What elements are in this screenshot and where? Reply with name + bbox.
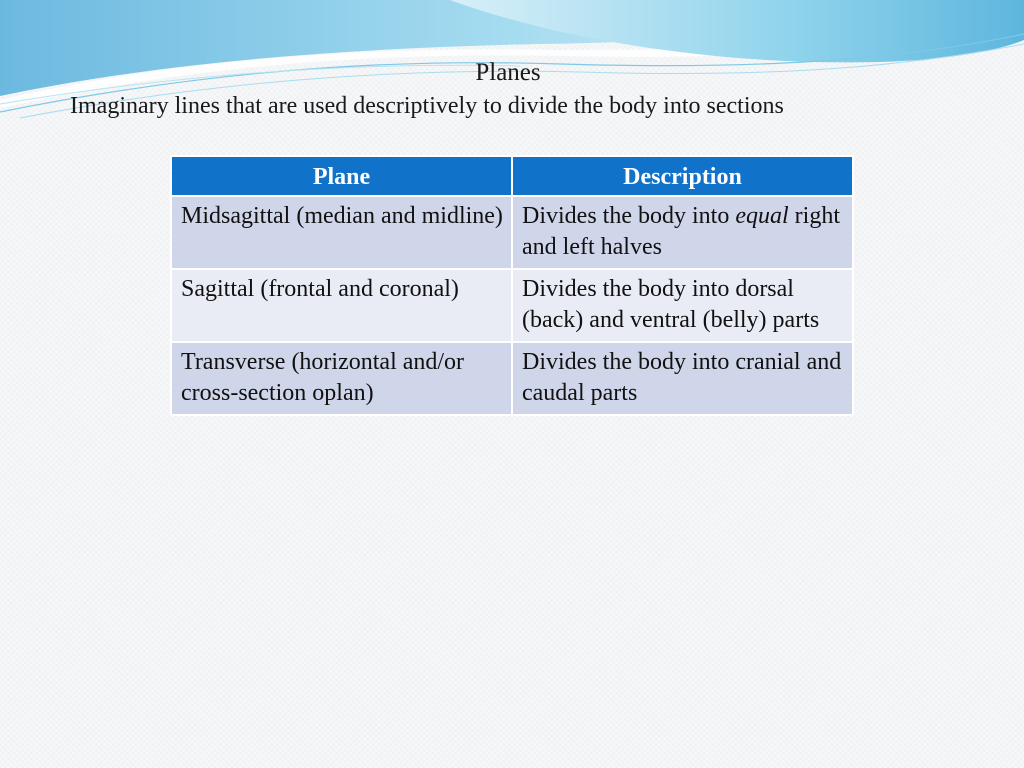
- slide-subtitle: Imaginary lines that are used descriptively to divide the body into sections: [70, 93, 784, 119]
- plane-cell: Transverse (horizontal and/or cross-section oplan): [171, 342, 512, 415]
- table-header-row: [171, 156, 853, 196]
- table-row: [171, 196, 853, 269]
- plane-cell: Sagittal (frontal and coronal): [171, 269, 512, 342]
- table-row: [171, 342, 853, 415]
- description-cell: [512, 342, 853, 415]
- plane-cell: Midsagittal (median and midline): [171, 196, 512, 269]
- table-row: [171, 269, 853, 342]
- description-emphasis: equal: [735, 203, 789, 229]
- column-header-plane: Plane: [171, 156, 512, 196]
- description-text: Divides the body into cranial and caudal parts: [522, 349, 842, 406]
- description-text-continued: right and left halves: [522, 203, 840, 260]
- description-cell: [512, 196, 853, 269]
- description-cell: [512, 269, 853, 342]
- description-text: Divides the body into dorsal (back) and ventral (belly) parts: [522, 276, 820, 333]
- description-text: Divides the body into: [522, 203, 736, 229]
- slide-title: Planes: [475, 59, 541, 86]
- planes-table: [170, 155, 854, 416]
- column-header-description: Description: [512, 156, 853, 196]
